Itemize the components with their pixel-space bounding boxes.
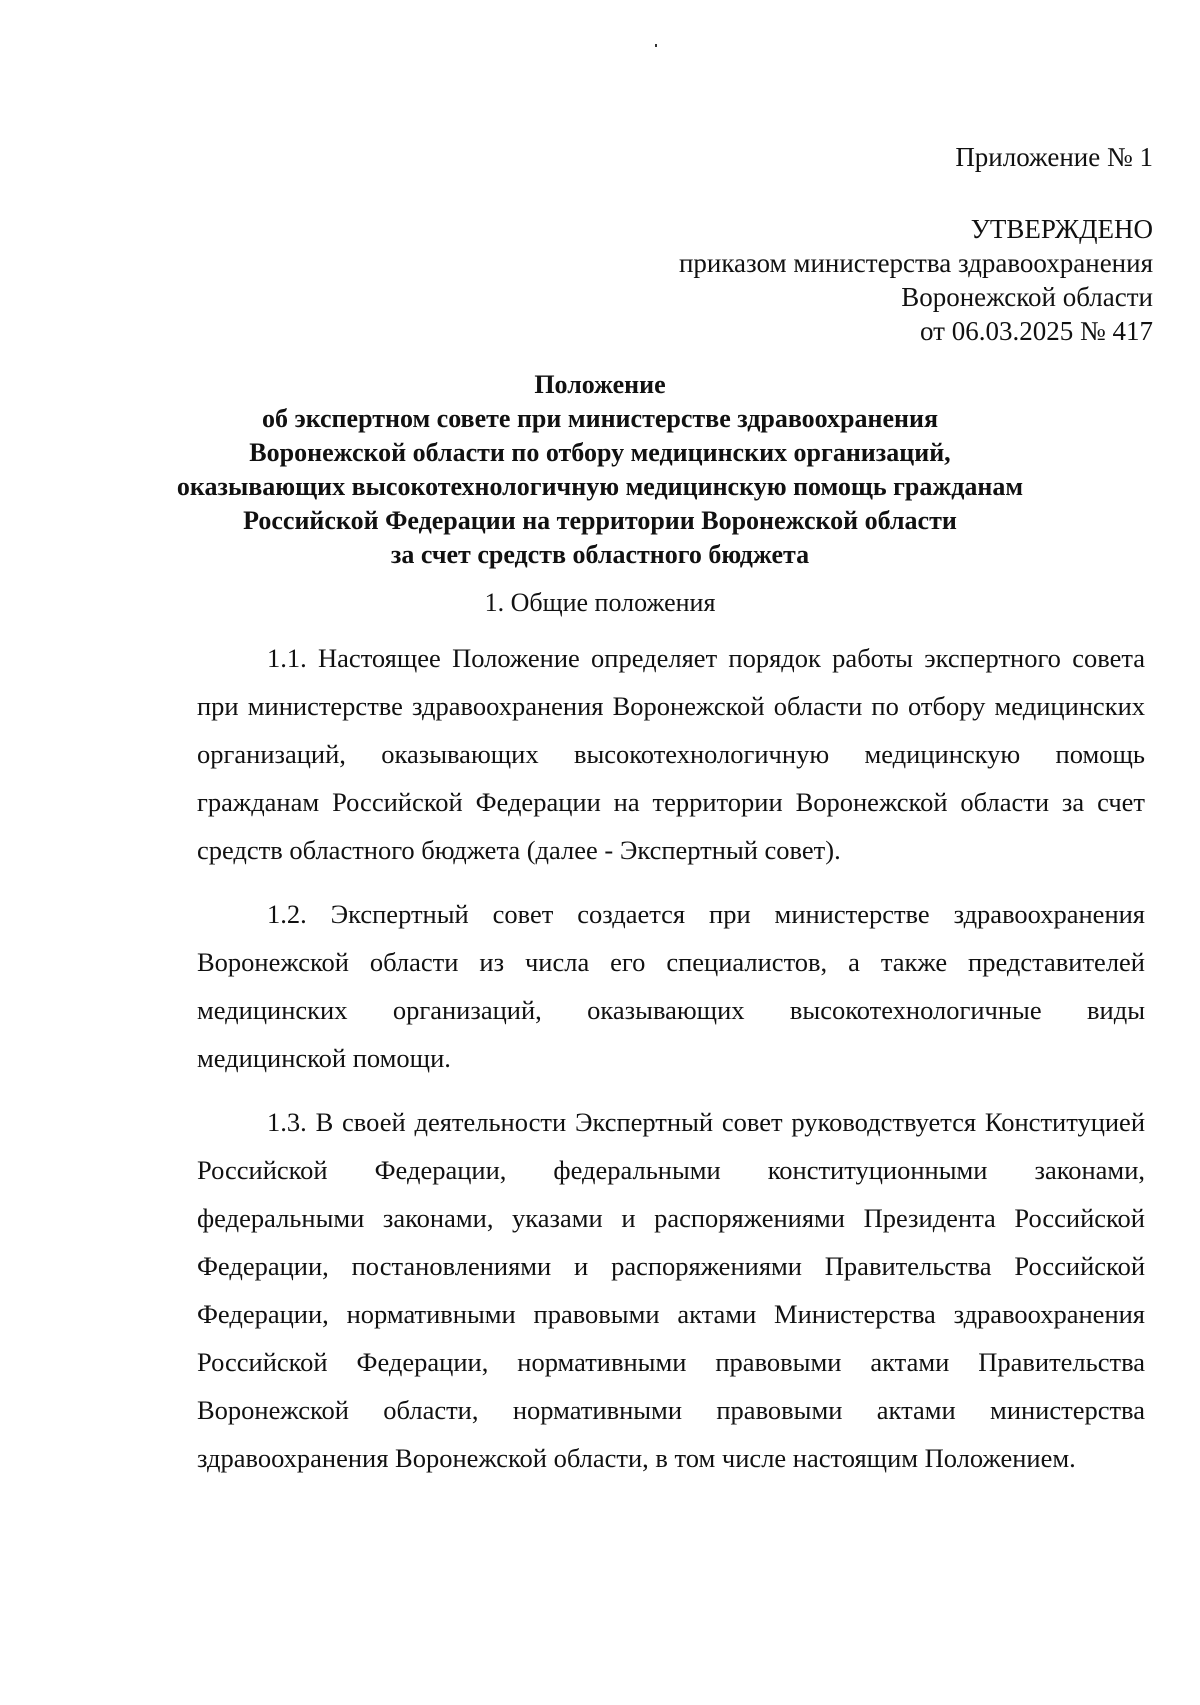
approval-block (679, 140, 1153, 348)
order-date: от 06.03.2025 № 417 (920, 316, 1153, 346)
title-line-1: Положение (534, 370, 666, 399)
paragraph-1-3: 1.3. В своей деятельности Экспертный совет руководствуется Конституцией Российской Федерации, федеральными конституционными законами, федеральными законами, указами и распоряжениями Президента Российской Федерации, постановлениями и распоряжениями Правительства Российской Федерации, нормативными правовыми актами Министерства здравоохранения Российской Федерации, нормативными правовыми актами Правительства Воронежской области, нормативными правовыми актами министерства здравоохранения Воронежской области, в том числе настоящим Положением. (197, 1107, 1145, 1473)
title-line-2: об экспертном совете при министерстве здравоохранения (261, 404, 939, 433)
appendix-label: Приложение № 1 (955, 142, 1153, 172)
scan-speck (655, 44, 657, 47)
section-heading: 1. Общие положения (484, 588, 716, 617)
order-line-2: Воронежской области (901, 282, 1153, 312)
approved-label: УТВЕРЖДЕНО (970, 214, 1153, 244)
title-line-5: Российской Федерации на территории Воронежской области (243, 506, 957, 535)
document-title (150, 368, 1050, 572)
order-line-1: приказом министерства здравоохранения (678, 248, 1153, 278)
section-body (197, 634, 1145, 1498)
title-line-3: Воронежской области по отбору медицинских организаций, (249, 438, 951, 467)
title-line-4: оказывающих высокотехнологичную медицинскую помощь гражданам (176, 472, 1024, 501)
paragraph-1-2: 1.2. Экспертный совет создается при министерстве здравоохранения Воронежской области из числа его специалистов, а также представителей медицинских организаций, оказывающих высокотехнологичные виды медицинской помощи. (197, 899, 1145, 1073)
paragraph-1-1: 1.1. Настоящее Положение определяет порядок работы экспертного совета при министерстве здравоохранения Воронежской области по отбору медицинских организаций, оказывающих высокотехнологичную медицинскую помощь гражданам Российской Федерации на территории Воронежской области за счет средств областного бюджета (далее - Экспертный совет). (197, 643, 1145, 865)
title-line-6: за счет средств областного бюджета (390, 540, 810, 569)
